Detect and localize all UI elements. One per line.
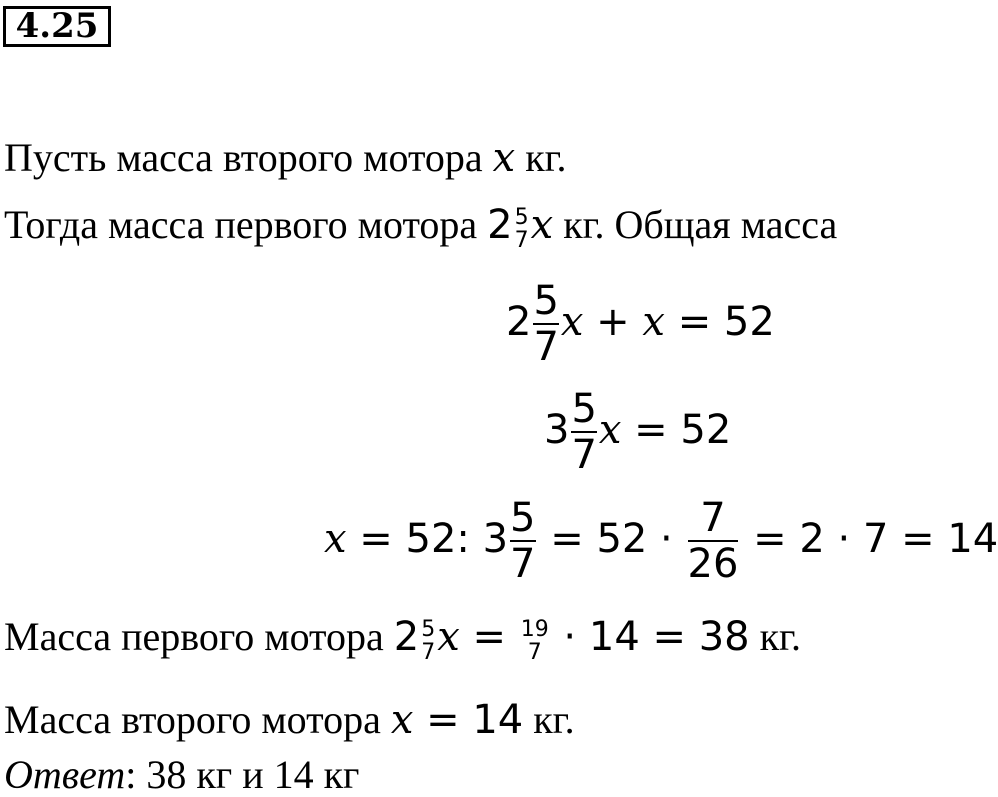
fraction-5-7 [510,497,535,585]
fraction-numerator: 5 [421,616,436,642]
eq1-rhs: = 52 [664,299,775,345]
var-x: x [560,299,584,345]
line2-text: Тогда масса первого мотора [4,202,488,247]
equals: = [459,614,519,660]
fraction-5-7 [571,388,596,476]
var-x: x [530,202,554,248]
line2-text-end: кг. Общая масса [553,202,838,247]
fraction-numerator: 7 [700,495,726,541]
fraction-numerator: 5 [510,495,536,541]
var-x: x [642,299,665,345]
whole-part: 2 [487,202,513,248]
fraction-denominator: 7 [510,541,536,587]
fraction-denominator: 7 [533,324,559,370]
line7-text: Масса второго мотора [4,697,391,742]
line6-mid: · 14 = 38 [550,614,750,660]
text-line-7 [4,697,575,743]
fraction-numerator: 5 [514,204,529,230]
var-x: x [598,407,622,453]
eq3-lhs: = 52: 3 [346,516,509,562]
whole-part: 2 [393,614,420,660]
unit-kg: кг. [515,135,567,180]
fraction-numerator: 5 [533,278,559,324]
var-x: x [437,614,460,660]
var-x: x [324,516,347,562]
answer-line [4,752,360,797]
unit-kg: кг. [523,697,575,742]
answer-label: Ответ [4,752,126,797]
eq2-whole: 3 [544,407,570,453]
fraction-denominator: 7 [571,432,597,478]
line7-eq: = 14 [413,697,524,743]
fraction-denominator: 7 [527,639,542,665]
fraction-numerator: 19 [520,616,549,642]
equation-1 [506,280,775,368]
text-line-1 [4,135,567,181]
fraction-19-7 [521,618,549,664]
fraction-5-7 [421,618,435,664]
eq3-end: = 2 · 7 = 14 [740,516,998,562]
unit-kg: кг. [749,614,801,659]
eq3-mid: = 52 · [537,516,686,562]
fraction-5-7 [515,206,529,252]
fraction-5-7 [533,280,558,368]
fraction-denominator: 7 [514,227,529,253]
fraction-denominator: 26 [687,541,739,587]
text-line-2 [4,202,838,253]
fraction-denominator: 7 [421,639,436,665]
equation-3 [324,497,998,585]
text-line-6 [4,614,801,665]
line1-text: Пусть масса второго мотора [4,135,493,180]
line6-text: Масса первого мотора [4,614,394,659]
problem-number: 4.25 [3,6,111,47]
var-x: x [492,135,516,181]
eq2-rhs: = 52 [621,407,732,453]
fraction-numerator: 5 [571,386,597,432]
fraction-7-26 [688,497,739,585]
answer-text: : 38 кг и 14 кг [125,752,360,797]
equation-2 [544,388,731,476]
eq1-whole: 2 [506,299,532,345]
eq1-plus: + [583,299,643,345]
var-x: x [390,697,414,743]
